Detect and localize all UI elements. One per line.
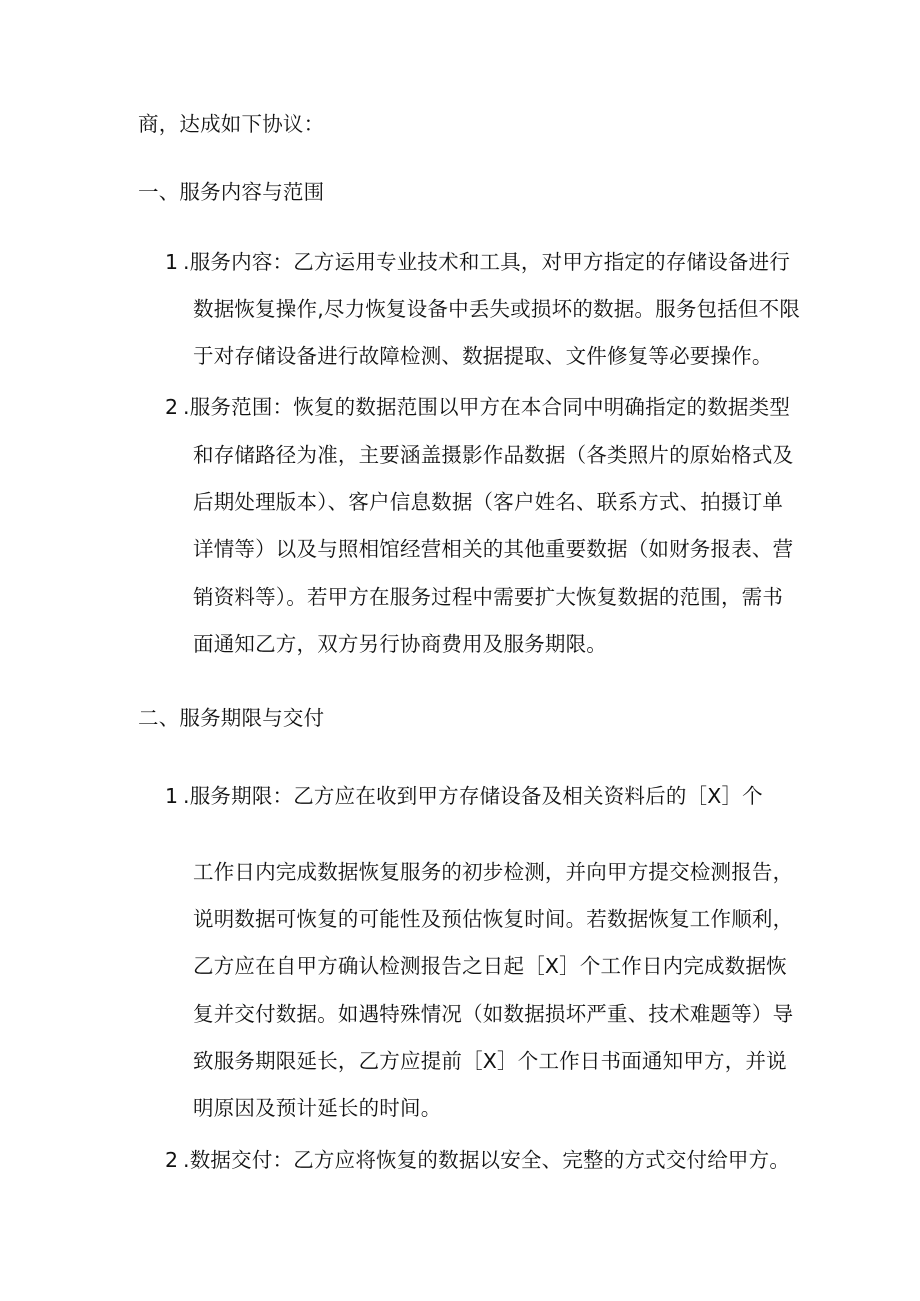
paragraph-line: 详情等）以及与照相馆经营相关的其他重要数据（如财务报表、营: [193, 537, 794, 561]
paragraph-line: .服务期限：乙方应在收到甲方存储设备及相关资料后的［X］个: [183, 784, 763, 808]
paragraph-line: 销资料等）。若甲方在服务过程中需要扩大恢复数据的范围，需书: [193, 585, 784, 609]
paragraph-line: 致服务期限延长，乙方应提前［X］个工作日书面通知甲方，并说: [193, 1049, 787, 1073]
paragraph-line: 后期处理版本）、客户信息数据（客户姓名、联系方式、拍摄订单: [193, 490, 784, 514]
paragraph-line: 和存储路径为准，主要涵盖摄影作品数据（各类照片的原始格式及: [193, 443, 794, 467]
paragraph-line: 说明数据可恢复的可能性及预估恢复时间。若数据恢复工作顺利，: [193, 907, 794, 931]
item-number: 2: [165, 1148, 179, 1172]
intro-text: 商，达成如下协议：: [138, 112, 325, 136]
paragraph-line: .服务内容：乙方运用专业技术和工具，对甲方指定的存储设备进行: [183, 250, 791, 274]
paragraph-line: .服务范围：恢复的数据范围以甲方在本合同中明确指定的数据类型: [183, 395, 791, 419]
paragraph-line: 于对存储设备进行故障检测、数据提取、文件修复等必要操作。: [193, 344, 773, 368]
paragraph-line: 乙方应在自甲方确认检测报告之日起［X］个工作日内完成数据恢: [193, 954, 787, 978]
section-heading-1: 一、服务内容与范围: [138, 180, 325, 204]
section-heading-2: 二、服务期限与交付: [138, 706, 325, 730]
item-number: 1: [165, 784, 179, 808]
item-number: 1: [165, 250, 179, 274]
item-number: 2: [165, 395, 179, 419]
paragraph-line: 数据恢复操作,尽力恢复设备中丢失或损坏的数据。服务包括但不限: [193, 297, 801, 321]
paragraph-line: 复并交付数据。如遇特殊情况（如数据损坏严重、技术难题等）导: [193, 1002, 794, 1026]
paragraph-line: 面通知乙方，双方另行协商费用及服务期限。: [193, 632, 607, 656]
paragraph-line: 明原因及预计延长的时间。: [193, 1096, 442, 1120]
paragraph-line: 工作日内完成数据恢复服务的初步检测，并向甲方提交检测报告，: [193, 860, 794, 884]
paragraph-line: .数据交付：乙方应将恢复的数据以安全、完整的方式交付给甲方。: [183, 1148, 791, 1172]
